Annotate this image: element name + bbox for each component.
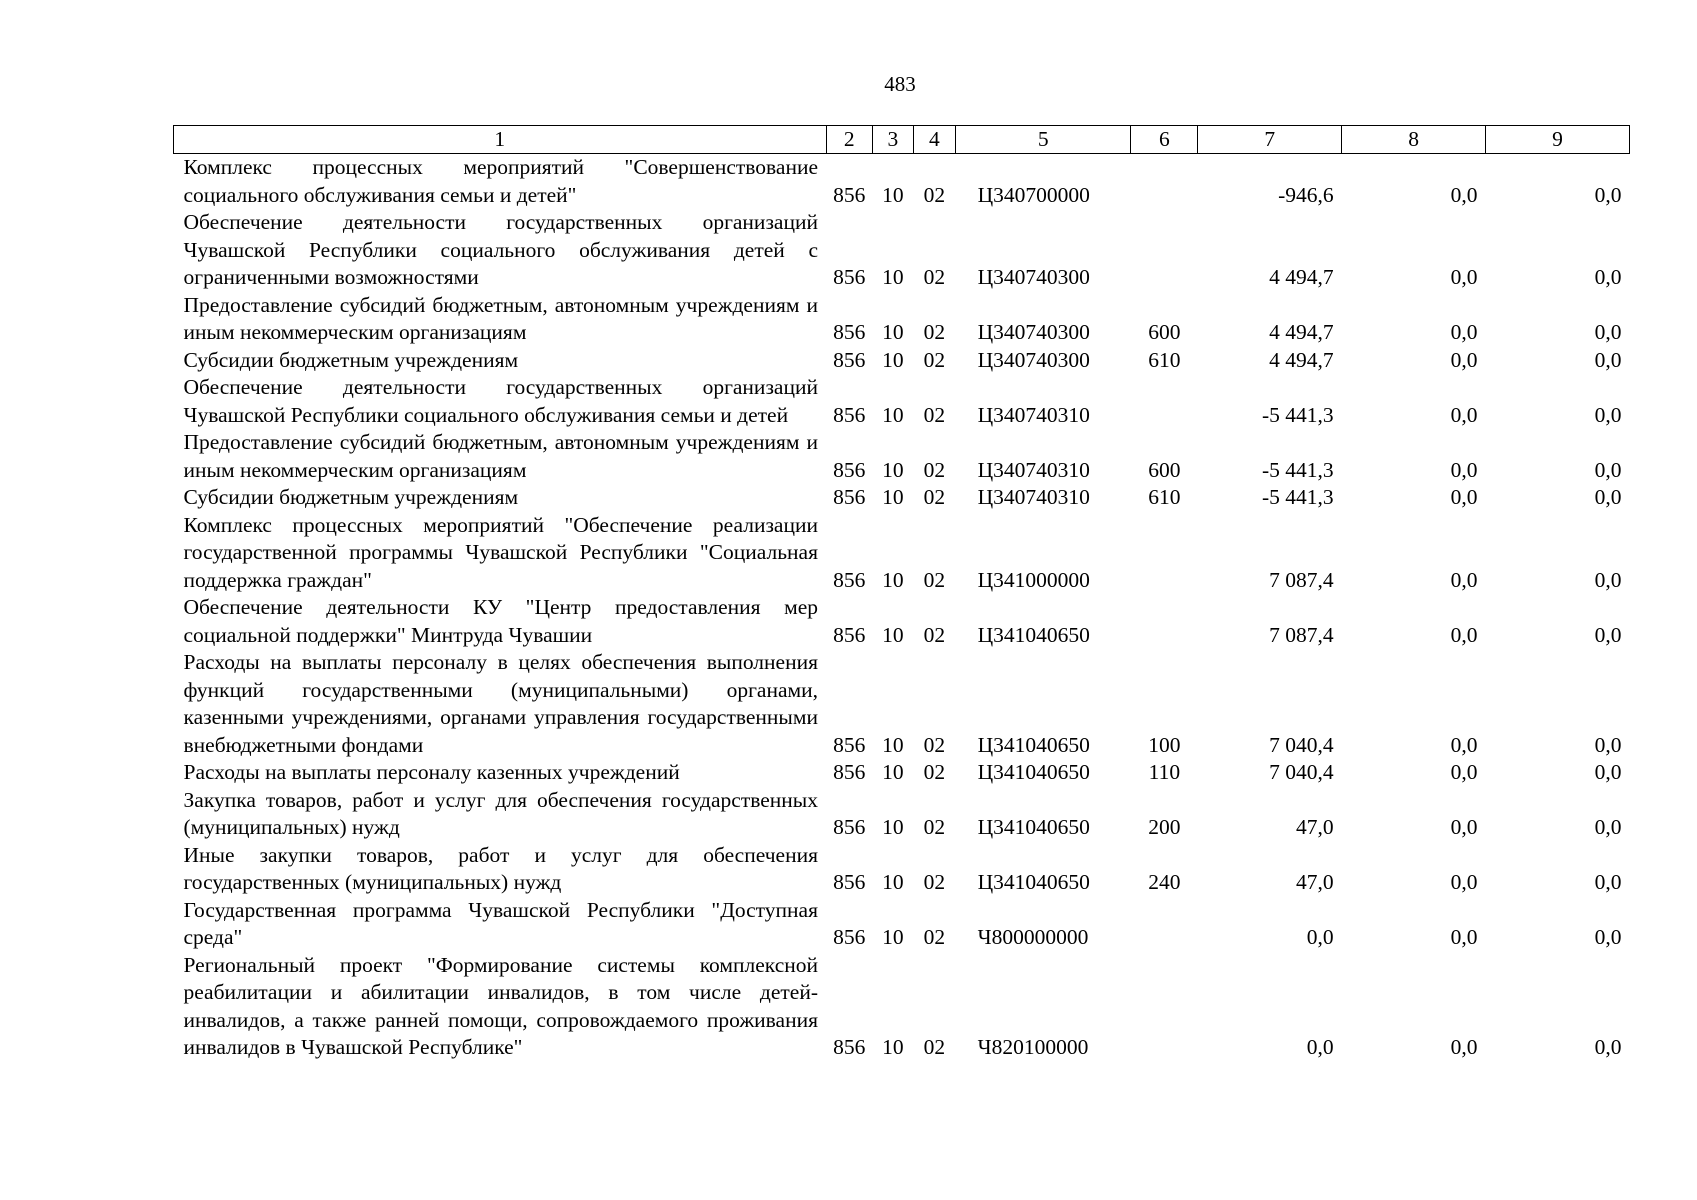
row-target-article: Ц341040650: [977, 732, 1090, 757]
row-amount-col7: 7 040,4: [1269, 760, 1334, 784]
table-row: [174, 952, 1630, 1062]
row-name: Обеспечение деятельности государственных организаций Чувашской Республики социального обслуживания детей с ограниченными возможностями: [183, 210, 818, 289]
table-row: [174, 484, 1630, 512]
table-body: [174, 154, 1630, 1062]
table-row: [174, 897, 1630, 952]
row-amount-col9: 0,0: [1594, 265, 1622, 289]
row-amount-col9: 0,0: [1594, 402, 1622, 427]
row-name: Комплекс процессных мероприятий "Совершенствование социального обслуживания семьи и детей": [183, 155, 818, 207]
row-amount-col9: 0,0: [1594, 567, 1622, 592]
row-amount-col7: 47,0: [1296, 815, 1334, 839]
row-section-code: 10: [882, 320, 904, 344]
row-subsection-code: 02: [923, 815, 946, 839]
row-expense-type: 100: [1148, 732, 1181, 757]
row-section-code: 10: [882, 567, 904, 592]
table-row: [174, 842, 1630, 897]
row-target-article: Ц340740310: [977, 402, 1090, 427]
row-section-code: 10: [882, 457, 904, 482]
row-amount-col7: -5 441,3: [1262, 402, 1334, 427]
row-target-article: Ц341040650: [977, 760, 1090, 784]
table-row: [174, 429, 1630, 484]
row-subsection-code: 02: [923, 567, 946, 592]
row-expense-type: [1131, 209, 1198, 292]
row-section-code: 10: [882, 402, 904, 427]
row-grbs-code: 856: [833, 182, 866, 207]
table-row: [174, 594, 1630, 649]
row-target-article: Ц341040650: [977, 870, 1090, 894]
row-target-article: Ц340740310: [977, 485, 1090, 509]
row-grbs-code: 856: [833, 402, 866, 427]
row-target-article: Ц340740300: [977, 347, 1090, 372]
row-amount-col9: 0,0: [1594, 457, 1622, 482]
header-cell-2: 2: [826, 126, 873, 154]
row-subsection-code: 02: [923, 265, 946, 289]
row-name: Иные закупки товаров, работ и услуг для обеспечения государственных (муниципальных) нужд: [183, 842, 818, 894]
header-cell-1: 1: [174, 126, 827, 154]
table-header: [174, 126, 1630, 154]
row-grbs-code: 856: [833, 347, 866, 372]
header-row: [174, 126, 1630, 154]
row-grbs-code: 856: [833, 815, 866, 839]
row-expense-type: 610: [1148, 347, 1181, 372]
row-expense-type: 200: [1148, 815, 1181, 839]
row-section-code: 10: [882, 732, 904, 757]
row-expense-type: 610: [1148, 485, 1181, 509]
row-amount-col9: 0,0: [1594, 1035, 1622, 1059]
row-section-code: 10: [882, 760, 904, 784]
row-amount-col9: 0,0: [1594, 485, 1622, 509]
row-amount-col7: 0,0: [1306, 1035, 1334, 1059]
row-expense-type: 240: [1148, 870, 1181, 894]
row-expense-type: 600: [1148, 320, 1181, 344]
row-target-article: Ч820100000: [977, 1035, 1089, 1059]
row-amount-col7: 4 494,7: [1269, 347, 1334, 372]
row-amount-col9: 0,0: [1594, 347, 1622, 372]
row-amount-col9: 0,0: [1594, 815, 1622, 839]
header-cell-6: 6: [1131, 126, 1198, 154]
row-target-article: Ц341000000: [977, 567, 1090, 592]
table-row: [174, 209, 1630, 292]
table-row: [174, 512, 1630, 595]
row-grbs-code: 856: [833, 622, 866, 647]
row-amount-col7: 7 087,4: [1269, 567, 1334, 592]
row-amount-col8: 0,0: [1450, 622, 1478, 647]
header-cell-8: 8: [1342, 126, 1486, 154]
row-subsection-code: 02: [923, 870, 946, 894]
row-grbs-code: 856: [833, 925, 866, 949]
row-amount-col7: 4 494,7: [1269, 265, 1334, 289]
row-grbs-code: 856: [833, 732, 866, 757]
row-target-article: Ц341040650: [977, 815, 1090, 839]
row-name: Закупка товаров, работ и услуг для обеспечения государственных (муниципальных) нужд: [183, 787, 818, 839]
row-amount-col8: 0,0: [1450, 760, 1478, 784]
row-section-code: 10: [882, 925, 904, 949]
row-name: Региональный проект "Формирование системы комплексной реабилитации и абилитации инвалидов, в том числе детей-инвалидов, а также ранней помощи, сопровождаемого проживания инвалидов в Чувашской Республике": [183, 952, 818, 1059]
row-grbs-code: 856: [833, 320, 866, 344]
row-name: Субсидии бюджетным учреждениям: [183, 347, 519, 372]
table-row: [174, 649, 1630, 759]
row-name: Обеспечение деятельности государственных организаций Чувашской Республики социального обслуживания семьи и детей: [183, 375, 818, 427]
row-subsection-code: 02: [923, 182, 946, 207]
row-name: Обеспечение деятельности КУ "Центр предоставления мер социальной поддержки" Минтруда Чувашии: [183, 595, 818, 647]
header-cell-3: 3: [873, 126, 914, 154]
row-grbs-code: 856: [833, 567, 866, 592]
row-target-article: Ц340740310: [977, 457, 1090, 482]
row-target-article: Ч800000000: [977, 925, 1089, 949]
row-grbs-code: 856: [833, 870, 866, 894]
row-name: Комплекс процессных мероприятий "Обеспечение реализации государственной программы Чувашской Республики "Социальная поддержка граждан": [183, 512, 818, 592]
row-amount-col7: 4 494,7: [1269, 320, 1334, 344]
row-amount-col7: 47,0: [1296, 870, 1334, 894]
row-name: Расходы на выплаты персоналу казенных учреждений: [183, 760, 680, 784]
row-amount-col7: 7 040,4: [1269, 732, 1334, 757]
row-grbs-code: 856: [833, 1035, 866, 1059]
row-expense-type: [1131, 594, 1198, 649]
row-amount-col8: 0,0: [1450, 457, 1478, 482]
table-row: [174, 154, 1630, 210]
row-subsection-code: 02: [923, 457, 946, 482]
table-row: [174, 787, 1630, 842]
row-section-code: 10: [882, 485, 904, 509]
row-subsection-code: 02: [923, 732, 946, 757]
row-subsection-code: 02: [923, 485, 946, 509]
row-expense-type: [1131, 154, 1198, 210]
header-cell-9: 9: [1486, 126, 1630, 154]
row-section-code: 10: [882, 622, 904, 647]
row-subsection-code: 02: [923, 760, 946, 784]
row-amount-col8: 0,0: [1450, 870, 1478, 894]
row-amount-col7: -946,6: [1278, 182, 1334, 207]
row-amount-col8: 0,0: [1450, 320, 1478, 344]
header-cell-4: 4: [913, 126, 956, 154]
page-number: 483: [884, 72, 916, 96]
table-row: [174, 292, 1630, 347]
row-target-article: Ц340740300: [977, 265, 1090, 289]
row-amount-col9: 0,0: [1594, 870, 1622, 894]
header-cell-7: 7: [1198, 126, 1342, 154]
row-name: Расходы на выплаты персоналу в целях обеспечения выполнения функций государственными (муниципальными) органами, казенными учреждениями, органами управления государственными внебюджетными фондами: [183, 650, 818, 757]
row-name: Государственная программа Чувашской Республики "Доступная среда": [183, 897, 818, 949]
row-amount-col9: 0,0: [1594, 925, 1622, 949]
row-name: Предоставление субсидий бюджетным, автономным учреждениям и иным некоммерческим организациям: [183, 430, 818, 482]
row-section-code: 10: [882, 182, 904, 207]
row-section-code: 10: [882, 265, 904, 289]
row-target-article: Ц340700000: [977, 182, 1090, 207]
row-amount-col8: 0,0: [1450, 347, 1478, 372]
row-amount-col9: 0,0: [1594, 760, 1622, 784]
row-expense-type: [1131, 897, 1198, 952]
row-amount-col9: 0,0: [1594, 320, 1622, 344]
row-subsection-code: 02: [923, 347, 946, 372]
row-amount-col9: 0,0: [1594, 622, 1622, 647]
row-amount-col8: 0,0: [1450, 485, 1478, 509]
row-subsection-code: 02: [923, 402, 946, 427]
row-amount-col8: 0,0: [1450, 265, 1478, 289]
row-amount-col7: 0,0: [1306, 925, 1334, 949]
row-amount-col8: 0,0: [1450, 402, 1478, 427]
row-expense-type: [1131, 952, 1198, 1062]
row-subsection-code: 02: [923, 622, 946, 647]
row-section-code: 10: [882, 815, 904, 839]
row-expense-type: 600: [1148, 457, 1181, 482]
row-amount-col8: 0,0: [1450, 815, 1478, 839]
row-name: Предоставление субсидий бюджетным, автономным учреждениям и иным некоммерческим организациям: [183, 292, 818, 344]
row-amount-col8: 0,0: [1450, 925, 1478, 949]
row-expense-type: [1131, 374, 1198, 429]
row-amount-col7: 7 087,4: [1269, 622, 1334, 647]
row-grbs-code: 856: [833, 457, 866, 482]
row-section-code: 10: [882, 347, 904, 372]
row-amount-col8: 0,0: [1450, 732, 1478, 757]
row-expense-type: [1131, 512, 1198, 595]
row-grbs-code: 856: [833, 485, 866, 509]
budget-table: [173, 125, 1630, 1062]
row-amount-col7: -5 441,3: [1262, 457, 1334, 482]
row-expense-type: 110: [1148, 760, 1181, 784]
row-amount-col9: 0,0: [1594, 732, 1622, 757]
row-target-article: Ц341040650: [977, 622, 1090, 647]
row-subsection-code: 02: [923, 320, 946, 344]
row-grbs-code: 856: [833, 760, 866, 784]
header-cell-5: 5: [956, 126, 1131, 154]
row-amount-col8: 0,0: [1450, 1035, 1478, 1059]
row-section-code: 10: [882, 1035, 904, 1059]
table-row: [174, 374, 1630, 429]
row-section-code: 10: [882, 870, 904, 894]
row-grbs-code: 856: [833, 265, 866, 289]
row-amount-col7: -5 441,3: [1262, 485, 1334, 509]
row-amount-col8: 0,0: [1450, 567, 1478, 592]
row-target-article: Ц340740300: [977, 320, 1090, 344]
row-subsection-code: 02: [923, 1035, 946, 1059]
table-row: [174, 759, 1630, 787]
row-amount-col8: 0,0: [1450, 182, 1478, 207]
row-subsection-code: 02: [923, 925, 946, 949]
row-name: Субсидии бюджетным учреждениям: [183, 485, 519, 509]
row-amount-col9: 0,0: [1594, 182, 1622, 207]
table-row: [174, 347, 1630, 375]
